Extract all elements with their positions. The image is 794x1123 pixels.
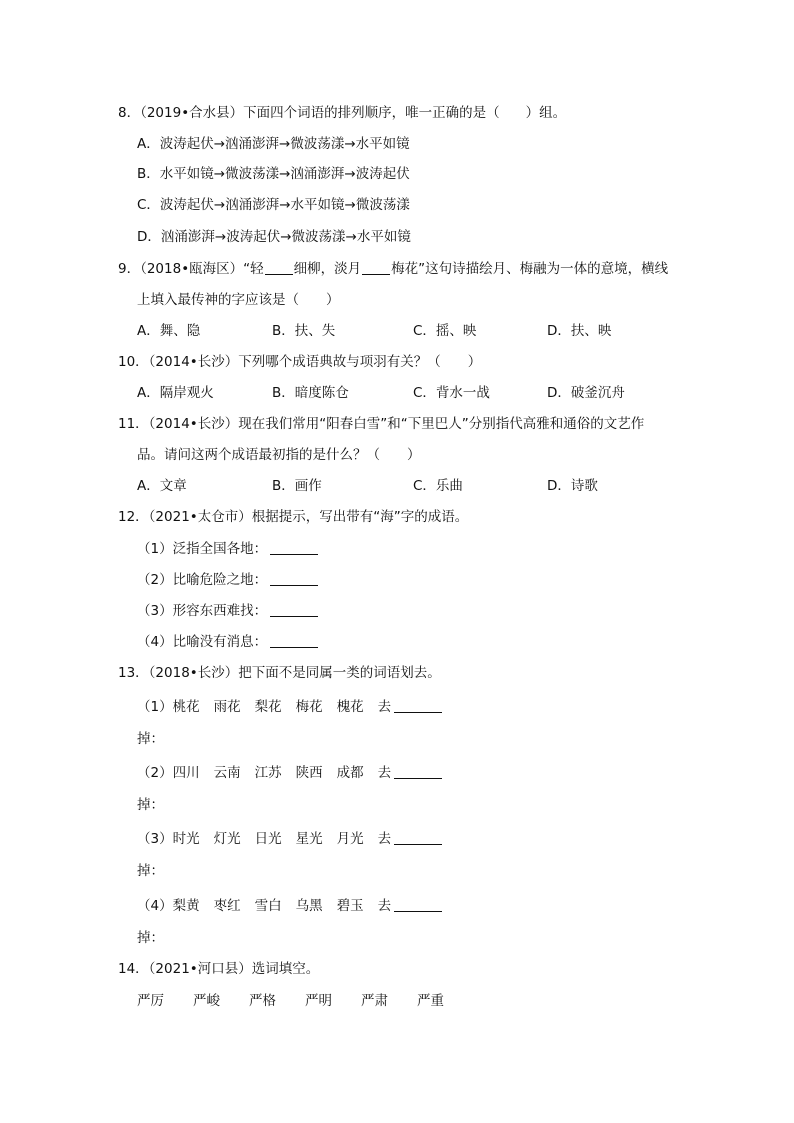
question-9-text-c: 梅花”这句诗描绘月、梅融为一体的意境，横线 bbox=[391, 261, 669, 277]
group-4-word[interactable]: 碧玉 bbox=[336, 898, 364, 914]
group-2-word[interactable]: 成都 bbox=[336, 765, 364, 781]
group-3-word[interactable]: 月光 bbox=[336, 831, 364, 847]
group-4-word[interactable]: 乌黑 bbox=[295, 898, 323, 914]
question-11-option-c: C．乐曲 bbox=[413, 478, 463, 494]
group-4-word[interactable]: 梨黄 bbox=[172, 898, 200, 914]
word-bank-item: 严厉 bbox=[137, 993, 164, 1009]
question-10-option-a: A．隔岸观火 bbox=[137, 385, 214, 401]
question-11-source: 11．（2014•长沙） bbox=[118, 416, 239, 432]
question-12-source: 12．（2021•太仓市） bbox=[118, 509, 252, 525]
question-12-blank-4[interactable] bbox=[270, 633, 318, 648]
question-12-item-3 bbox=[137, 601, 318, 621]
question-9 bbox=[118, 259, 668, 279]
question-9-option-a: A．舞、隐 bbox=[137, 323, 201, 339]
group-4-remove-label: 去 bbox=[377, 898, 392, 914]
group-2-word[interactable]: 江苏 bbox=[254, 765, 282, 781]
question-8-stem-end: ）组。 bbox=[525, 105, 567, 121]
question-12-item-1-label: （1）泛指全国各地： bbox=[137, 541, 268, 557]
question-11-option-d: D．诗歌 bbox=[547, 478, 598, 494]
group-4-blank[interactable] bbox=[394, 897, 442, 912]
word-bank-item: 严肃 bbox=[361, 993, 388, 1009]
group-3-word[interactable]: 日光 bbox=[254, 831, 282, 847]
question-8-stem: 下面四个词语的排列顺序，唯一正确的是（ bbox=[243, 105, 500, 121]
group-2-blank[interactable] bbox=[394, 764, 442, 779]
group-1-word[interactable]: 桃花 bbox=[172, 699, 200, 715]
group-1-remove-label: 去 bbox=[377, 699, 392, 715]
question-12-item-2 bbox=[137, 570, 318, 590]
question-13-source: 13．（2018•长沙） bbox=[118, 665, 239, 681]
question-13 bbox=[118, 663, 441, 683]
question-8 bbox=[118, 103, 566, 123]
question-9-blank-1[interactable] bbox=[265, 260, 293, 275]
question-11-line-1: 现在我们常用“阳春白雪”和“下里巴人”分别指代高雅和通俗的文艺作 bbox=[238, 416, 645, 432]
question-10-option-b: B．暗度陈仓 bbox=[272, 385, 349, 401]
question-11-option-a: A．文章 bbox=[137, 478, 187, 494]
group-2-word[interactable]: 陕西 bbox=[295, 765, 323, 781]
group-2-number: （2） bbox=[137, 765, 173, 781]
question-10-source: 10．（2014•长沙） bbox=[118, 354, 239, 370]
question-12-stem: 根据提示，写出带有“海”字的成语。 bbox=[251, 509, 469, 525]
group-4-word[interactable]: 雪白 bbox=[254, 898, 282, 914]
question-10 bbox=[118, 352, 481, 372]
group-1-number: （1） bbox=[137, 699, 173, 715]
group-1-blank[interactable] bbox=[394, 698, 442, 713]
group-2-word[interactable]: 四川 bbox=[172, 765, 200, 781]
question-12-item-4-label: （4）比喻没有消息： bbox=[137, 634, 268, 650]
question-13-group-4 bbox=[137, 896, 442, 916]
question-13-group-2 bbox=[137, 763, 442, 783]
question-9-text-a: “轻 bbox=[243, 261, 264, 277]
word-bank-item: 严峻 bbox=[193, 993, 220, 1009]
group-2-remove-tail: 掉： bbox=[137, 797, 164, 813]
question-14-word-bank bbox=[137, 991, 473, 1011]
question-9-text-b: 细柳，淡月 bbox=[293, 261, 362, 277]
question-13-group-3 bbox=[137, 829, 442, 849]
question-12-blank-3[interactable] bbox=[270, 602, 318, 617]
question-12-blank-1[interactable] bbox=[270, 540, 318, 555]
group-3-remove-tail: 掉： bbox=[137, 863, 164, 879]
question-12-item-3-label: （3）形容东西难找： bbox=[137, 603, 268, 619]
group-1-word[interactable]: 雨花 bbox=[213, 699, 241, 715]
question-11-option-b: B．画作 bbox=[272, 478, 322, 494]
question-9-option-d: D．扶、映 bbox=[547, 323, 612, 339]
question-12-item-2-label: （2）比喻危险之地： bbox=[137, 572, 268, 588]
question-14 bbox=[118, 959, 319, 979]
question-10-stem: 下列哪个成语典故与项羽有关？（ ） bbox=[238, 354, 482, 370]
question-9-blank-2[interactable] bbox=[362, 260, 390, 275]
question-12-item-4 bbox=[137, 632, 318, 652]
question-8-option-d: D．汹涌澎湃→波涛起伏→微波荡漾→水平如镜 bbox=[137, 229, 411, 245]
group-2-word[interactable]: 云南 bbox=[213, 765, 241, 781]
question-12-blank-2[interactable] bbox=[270, 571, 318, 586]
question-8-option-b: B．水平如镜→微波荡漾→汹涌澎湃→波涛起伏 bbox=[137, 166, 410, 182]
group-3-word[interactable]: 灯光 bbox=[213, 831, 241, 847]
question-12 bbox=[118, 507, 468, 527]
group-3-word[interactable]: 星光 bbox=[295, 831, 323, 847]
word-bank-item: 严重 bbox=[417, 993, 444, 1009]
word-bank-item: 严格 bbox=[249, 993, 276, 1009]
group-4-number: （4） bbox=[137, 898, 173, 914]
question-12-item-1 bbox=[137, 539, 318, 559]
question-10-option-c: C．背水一战 bbox=[413, 385, 490, 401]
word-bank-item: 严明 bbox=[305, 993, 332, 1009]
question-9-option-c: C．摇、映 bbox=[413, 323, 477, 339]
question-8-source: 8．（2019•合水县） bbox=[118, 105, 244, 121]
question-10-option-d: D．破釜沉舟 bbox=[547, 385, 625, 401]
question-13-stem: 把下面不是同属一类的词语划去。 bbox=[238, 665, 441, 681]
group-1-word[interactable]: 槐花 bbox=[336, 699, 364, 715]
question-9-option-b: B．扶、失 bbox=[272, 323, 336, 339]
question-9-source: 9．（2018•瓯海区） bbox=[118, 261, 244, 277]
group-1-word[interactable]: 梅花 bbox=[295, 699, 323, 715]
group-3-word[interactable]: 时光 bbox=[172, 831, 200, 847]
group-3-blank[interactable] bbox=[394, 830, 442, 845]
group-1-remove-tail: 掉： bbox=[137, 731, 164, 747]
question-14-stem: 选词填空。 bbox=[251, 961, 320, 977]
question-14-source: 14．（2021•河口县） bbox=[118, 961, 252, 977]
question-11-line-2: 品。请问这两个成语最初指的是什么？（ ） bbox=[137, 447, 421, 463]
question-11 bbox=[118, 414, 644, 434]
question-13-group-1 bbox=[137, 697, 442, 717]
group-3-number: （3） bbox=[137, 831, 173, 847]
group-1-word[interactable]: 梨花 bbox=[254, 699, 282, 715]
question-8-option-a: A．波涛起伏→汹涌澎湃→微波荡漾→水平如镜 bbox=[137, 136, 410, 152]
group-4-word[interactable]: 枣红 bbox=[213, 898, 241, 914]
group-4-remove-tail: 掉： bbox=[137, 930, 164, 946]
group-3-remove-label: 去 bbox=[377, 831, 392, 847]
question-9-line-2: 上填入最传神的字应该是（ ） bbox=[137, 292, 340, 308]
question-8-option-c: C．波涛起伏→汹涌澎湃→水平如镜→微波荡漾 bbox=[137, 197, 410, 213]
group-2-remove-label: 去 bbox=[377, 765, 392, 781]
